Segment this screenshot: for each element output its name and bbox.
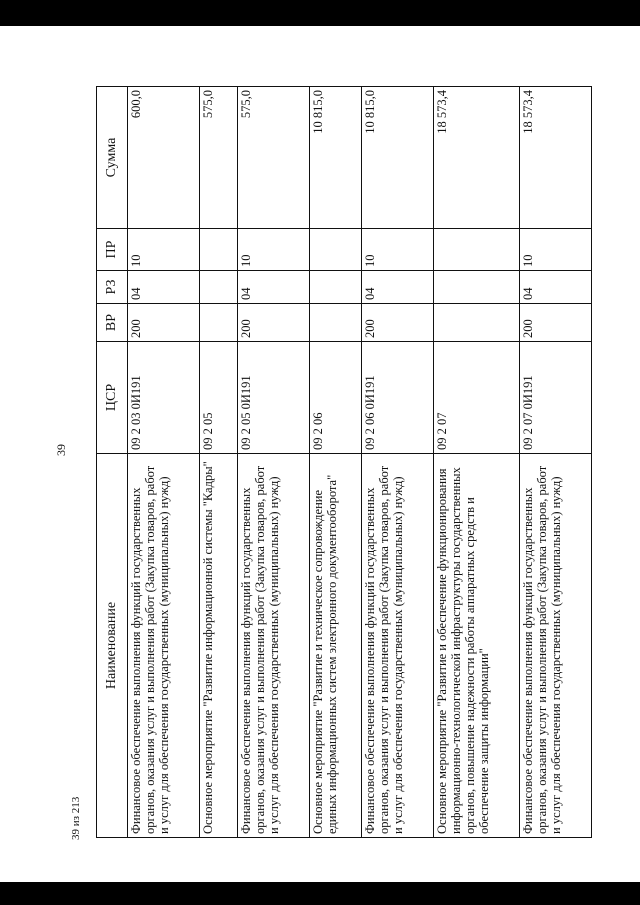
header-rz: РЗ bbox=[97, 271, 128, 304]
cell-csr: 09 2 06 bbox=[310, 342, 362, 454]
cell-csr: 09 2 07 bbox=[434, 342, 520, 454]
table-row bbox=[520, 87, 592, 838]
header-sum: Сумма bbox=[97, 87, 128, 229]
cell-pr: 10 bbox=[362, 229, 434, 271]
page-footer: 39 из 213 bbox=[70, 796, 82, 840]
cell-rz: 04 bbox=[238, 271, 310, 304]
cell-rz: 04 bbox=[128, 271, 200, 304]
cell-vr: 200 bbox=[520, 304, 592, 342]
table-header-row bbox=[97, 87, 128, 838]
cell-vr: 200 bbox=[238, 304, 310, 342]
cell-sum: 575,0 bbox=[238, 87, 310, 229]
table-row bbox=[200, 87, 238, 838]
table-row bbox=[128, 87, 200, 838]
cell-name: Основное мероприятие "Развитие и обеспечение функционирования информационно-технологической инфраструктуры государственных органов, повышение надежности работы аппаратных средств и обеспечение защиты информации" bbox=[434, 454, 520, 838]
scan-border-bottom bbox=[0, 882, 640, 905]
cell-pr: 10 bbox=[128, 229, 200, 271]
cell-vr: 200 bbox=[128, 304, 200, 342]
cell-pr: 10 bbox=[238, 229, 310, 271]
header-csr: ЦСР bbox=[97, 342, 128, 454]
cell-sum: 18 573,4 bbox=[520, 87, 592, 229]
table-row bbox=[434, 87, 520, 838]
cell-csr: 09 2 03 0И191 bbox=[128, 342, 200, 454]
cell-csr: 09 2 07 0И191 bbox=[520, 342, 592, 454]
cell-sum: 575,0 bbox=[200, 87, 238, 229]
cell-name: Финансовое обеспечение выполнения функций государственных органов, оказания услуг и выполнения работ (Закупка товаров, работ и услуг для обеспечения государственных (муниципальных) нужд) bbox=[362, 454, 434, 838]
cell-rz bbox=[434, 271, 520, 304]
cell-sum: 10 815,0 bbox=[362, 87, 434, 229]
cell-pr bbox=[434, 229, 520, 271]
cell-csr: 09 2 05 bbox=[200, 342, 238, 454]
cell-pr bbox=[200, 229, 238, 271]
header-pr: ПР bbox=[97, 229, 128, 271]
budget-table-wrapper bbox=[96, 87, 570, 838]
cell-rz bbox=[200, 271, 238, 304]
cell-sum: 18 573,4 bbox=[434, 87, 520, 229]
cell-pr: 10 bbox=[520, 229, 592, 271]
cell-name: Финансовое обеспечение выполнения функций государственных органов, оказания услуг и выполнения работ (Закупка товаров, работ и услуг для обеспечения государственных (муниципальных) нужд) bbox=[238, 454, 310, 838]
table-row bbox=[362, 87, 434, 838]
cell-name: Финансовое обеспечение выполнения функций государственных органов, оказания услуг и выполнения работ (Закупка товаров, работ и услуг для обеспечения государственных (муниципальных) нужд) bbox=[520, 454, 592, 838]
budget-table bbox=[96, 86, 592, 838]
cell-vr: 200 bbox=[362, 304, 434, 342]
header-vr: ВР bbox=[97, 304, 128, 342]
cell-name: Основное мероприятие "Развитие и техническое сопровождение единых информационных систем электронного документооборота" bbox=[310, 454, 362, 838]
cell-sum: 10 815,0 bbox=[310, 87, 362, 229]
cell-csr: 09 2 06 0И191 bbox=[362, 342, 434, 454]
table-row bbox=[238, 87, 310, 838]
page-number: 39 bbox=[54, 444, 68, 456]
cell-rz: 04 bbox=[520, 271, 592, 304]
cell-vr bbox=[434, 304, 520, 342]
cell-vr bbox=[200, 304, 238, 342]
cell-csr: 09 2 05 0И191 bbox=[238, 342, 310, 454]
scan-border-top bbox=[0, 0, 640, 26]
cell-sum: 600,0 bbox=[128, 87, 200, 229]
cell-name: Финансовое обеспечение выполнения функций государственных органов, оказания услуг и выполнения работ (Закупка товаров, работ и услуг для обеспечения государственных (муниципальных) нужд) bbox=[128, 454, 200, 838]
header-name: Наименование bbox=[97, 454, 128, 838]
cell-pr bbox=[310, 229, 362, 271]
table-row bbox=[310, 87, 362, 838]
cell-rz: 04 bbox=[362, 271, 434, 304]
cell-vr bbox=[310, 304, 362, 342]
cell-rz bbox=[310, 271, 362, 304]
cell-name: Основное мероприятие "Развитие информационной системы "Кадры" bbox=[200, 454, 238, 838]
